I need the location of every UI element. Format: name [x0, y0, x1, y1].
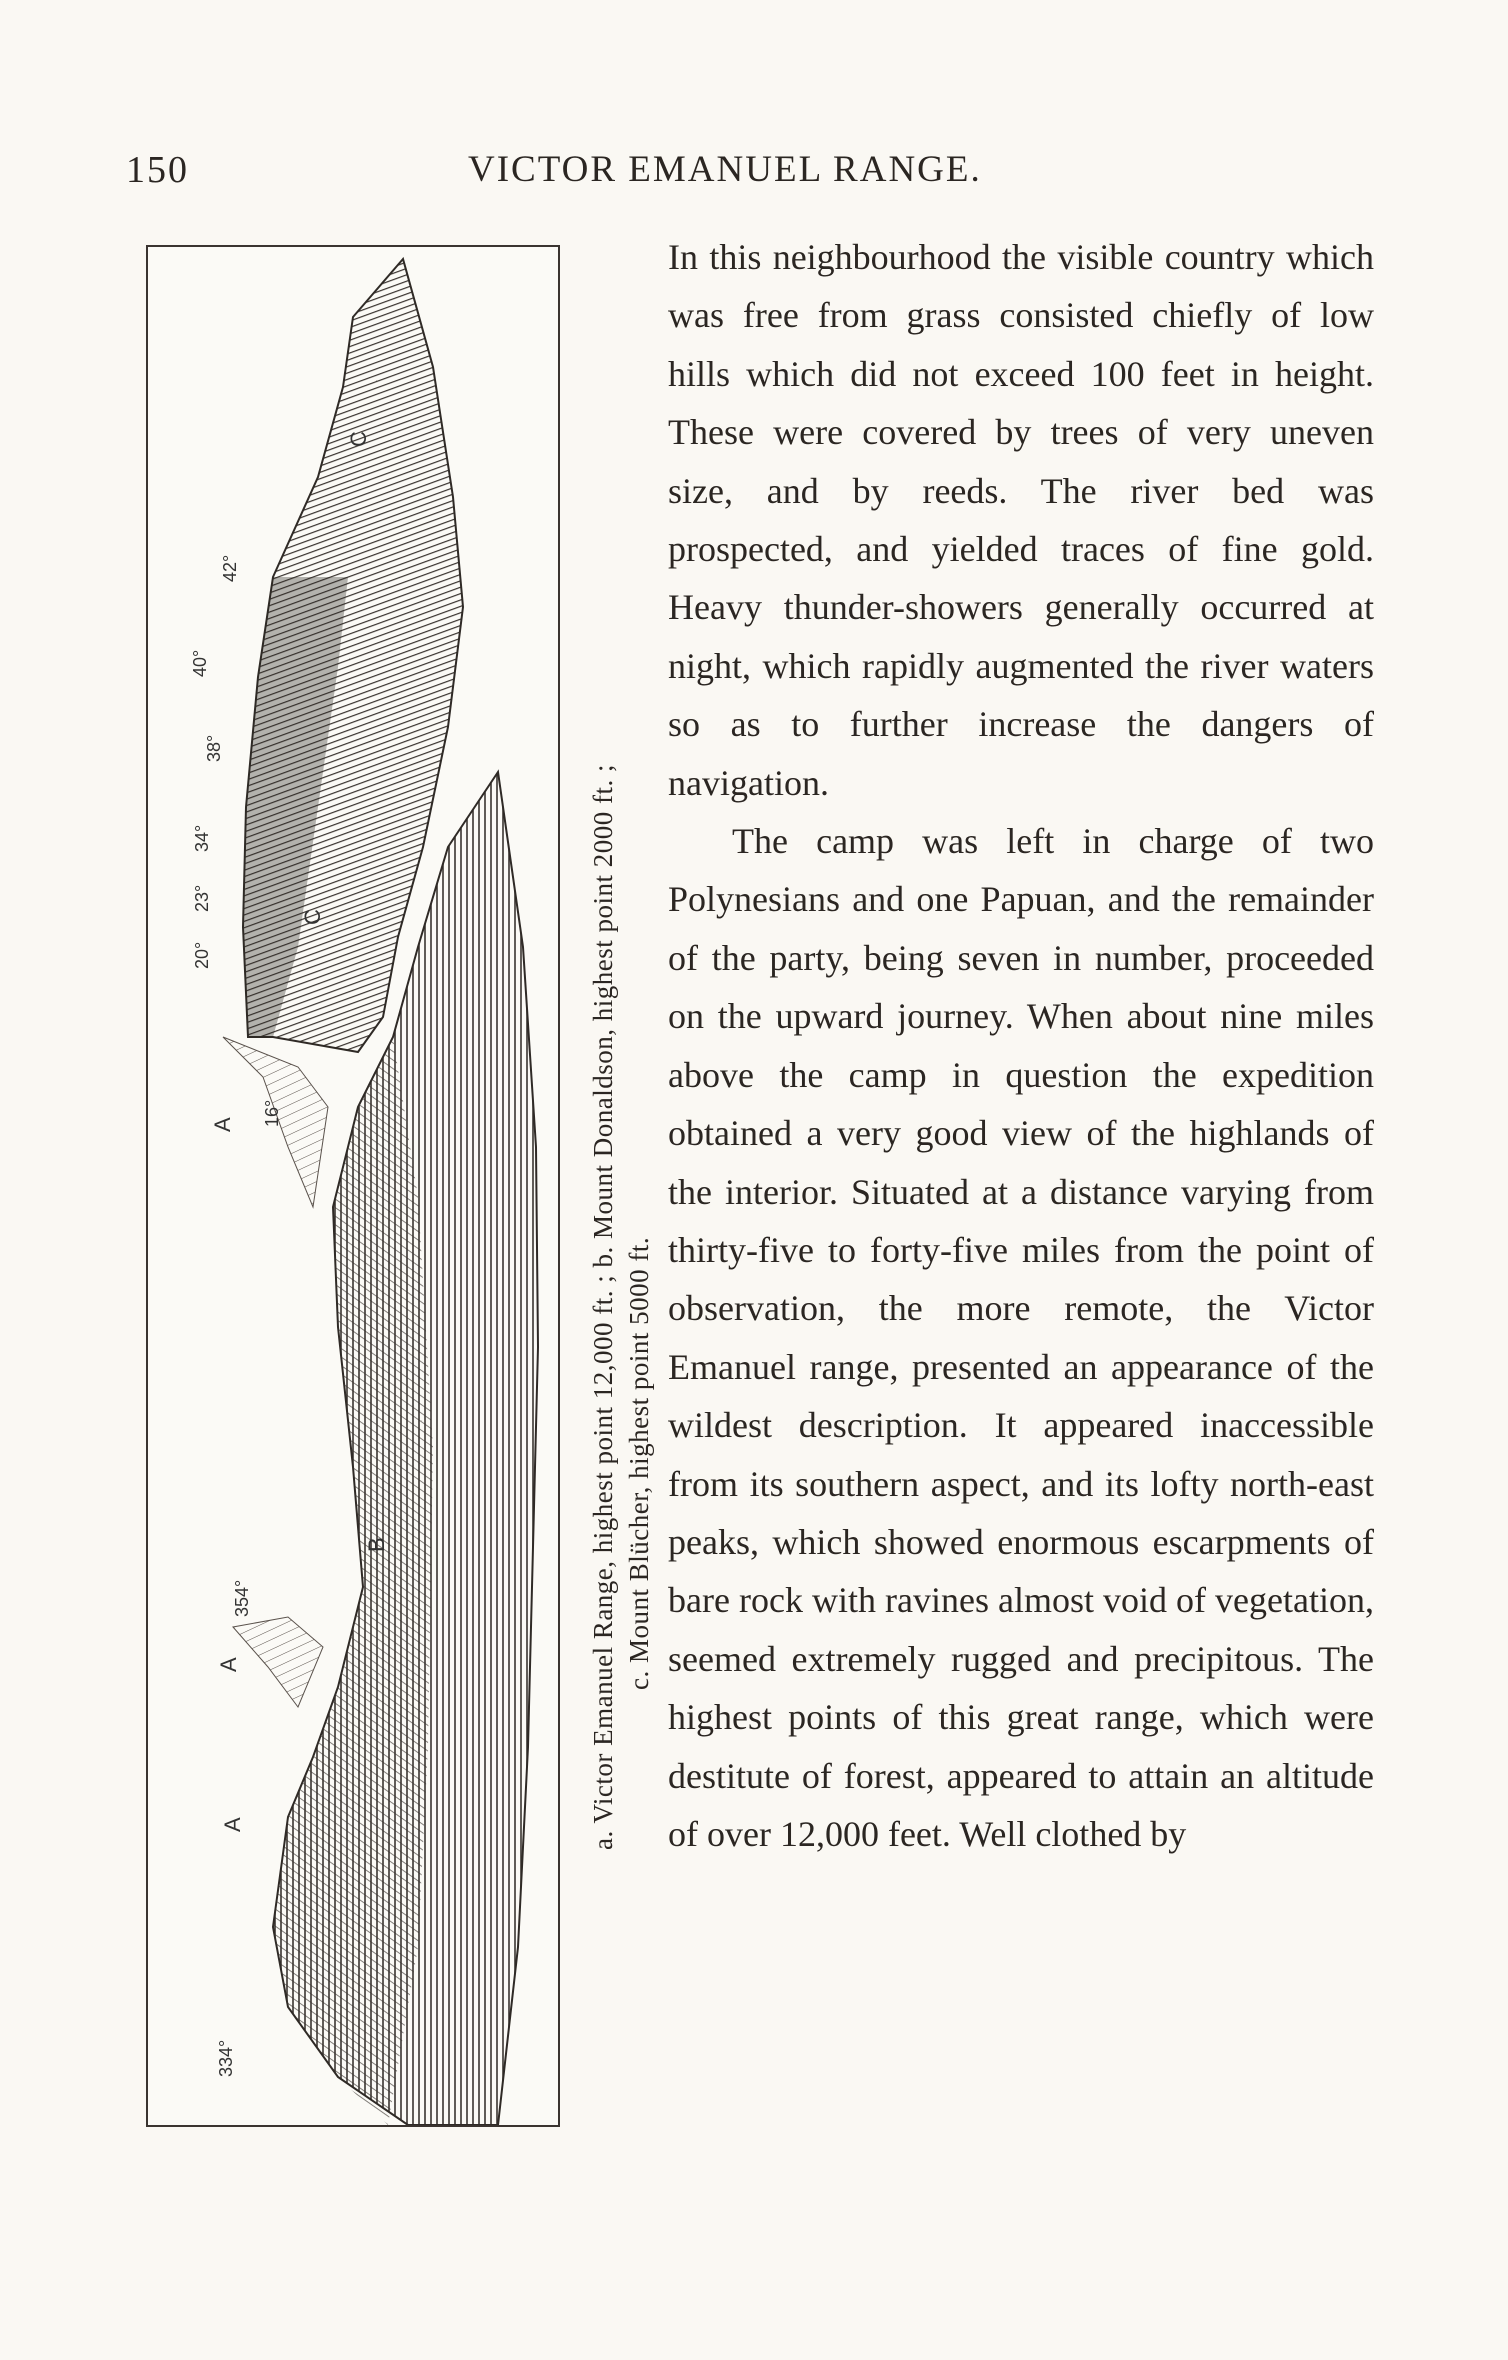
paragraph: In this neighbourhood the visible country which was free from grass consisted chiefly of low hills which did not exceed 100 feet in height. These were covered by trees of very uneven size, and by reeds. The river bed was prospected, and yielded traces of fine gold. Heavy thunder-showers generally occurred at night, which rapidly augmented the river waters so as to further increase the dangers of navigation. [668, 237, 1374, 803]
peak-label-c: C [346, 431, 371, 447]
body-text [668, 228, 1374, 1863]
mountain-range-illustration [146, 245, 560, 2127]
bearing-label: 34° [192, 824, 212, 852]
bearing-label: 20° [192, 941, 212, 969]
bearing-label: 40° [190, 649, 210, 677]
peak-label-b: B [364, 1537, 389, 1552]
bearing-label: 334° [216, 2039, 236, 2077]
bearing-label: 38° [204, 734, 224, 762]
peak-label-a: A [220, 1817, 245, 1832]
bearing-label: 354° [232, 1579, 252, 1617]
running-title: VICTOR EMANUEL RANGE. [468, 149, 982, 190]
peak-label-c: C [300, 909, 325, 925]
bearing-label: 23° [192, 884, 212, 912]
peak-label-a: A [216, 1657, 241, 1672]
paragraph: The camp was left in charge of two Polynesians and one Papuan, and the remainder of the party, being seven in number, proceeded on the upward journey. When about nine miles above the camp in question the expedition obtained a very good view of the highlands of the interior. Situated at a distance varying from thirty-five to forty-five miles from the point of observation, the more remote, the Victor Emanuel range, presented an appearance of the wildest description. It appeared inaccessible from its southern aspect, and its lofty north-east peaks, which showed enormous escarpments of bare rock with ravines almost void of vegetation, seemed extremely rugged and precipitous. The highest points of this great range, which were destitute of forest, appeared to attain an altitude of over 12,000 feet. Well clothed by [668, 821, 1374, 1854]
caption-line: c. Mount Blücher, highest point 5000 ft. [624, 1236, 654, 1690]
bearing-label: 42° [220, 554, 240, 582]
caption-line: a. Victor Emanuel Range, highest point 12,000 ft. ; b. Mount Donaldson, highest point 2000 ft. ; [588, 763, 618, 1850]
peak-label-a: A [210, 1117, 235, 1132]
figure-caption [568, 520, 658, 1850]
page-number: 150 [126, 149, 189, 191]
bearing-label: 16° [262, 1099, 282, 1127]
